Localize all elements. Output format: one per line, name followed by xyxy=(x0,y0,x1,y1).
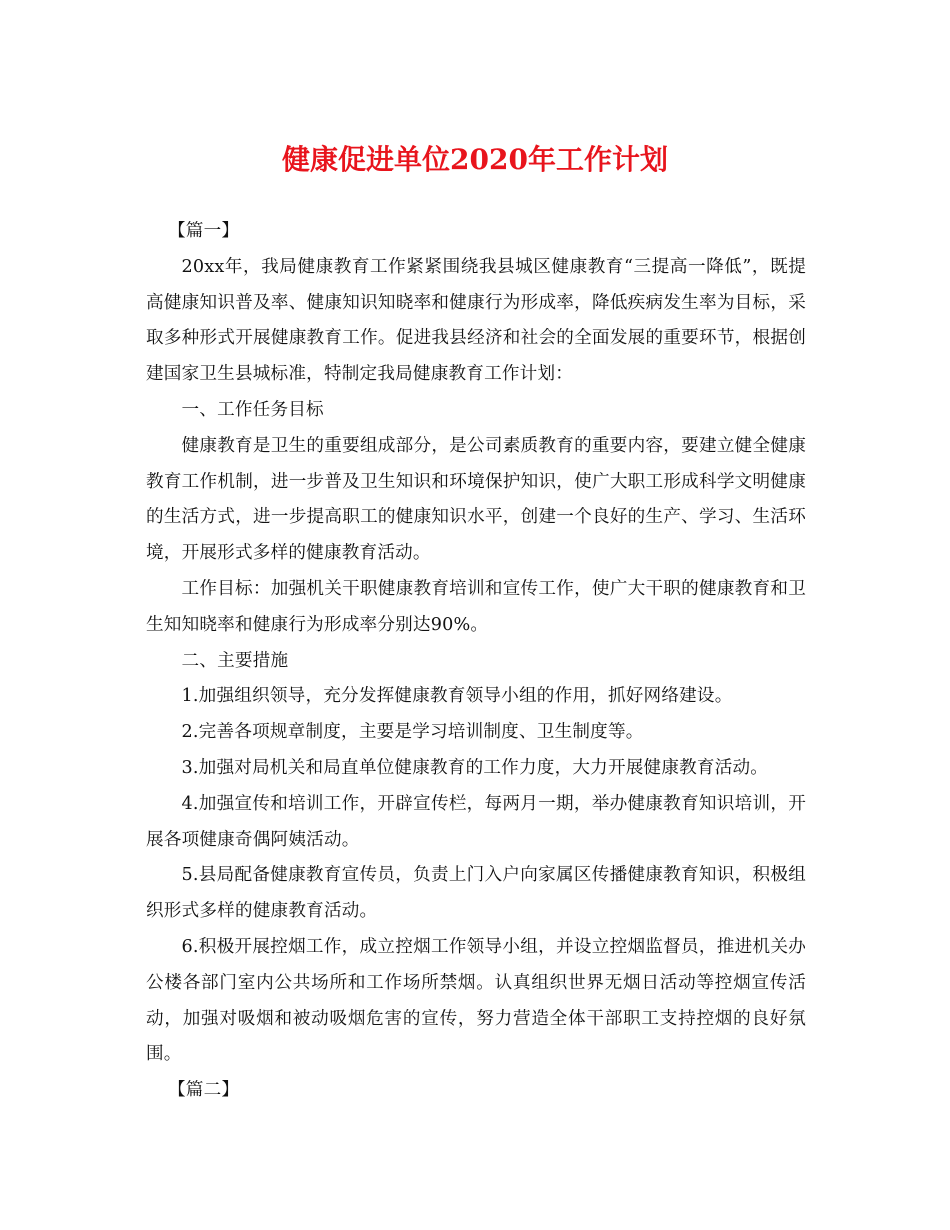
section-heading-part-two: 【篇二】 xyxy=(168,1080,240,1101)
measure-item-1: 1.加强组织领导，充分发挥健康教育领导小组的作用，抓好网络建设。 xyxy=(181,686,733,707)
measure-item-5: 5.县局配备健康教育宣传员，负责上门入户向家属区传播健康教育知识，积极组织形式多样的健康教育活动。 xyxy=(146,865,806,922)
heading-main-measures: 二、主要措施 xyxy=(181,650,289,671)
measure-item-3: 3.加强对局机关和局直单位健康教育的工作力度，大力开展健康教育活动。 xyxy=(181,757,769,778)
document-body xyxy=(146,214,806,1109)
measure-item-2: 2.完善各项规章制度，主要是学习培训制度、卫生制度等。 xyxy=(181,722,644,743)
measure-item-4: 4.加强宣传和培训工作，开辟宣传栏，每两月一期，举办健康教育知识培训，开展各项健康奇偶阿姨活动。 xyxy=(146,793,806,850)
goals-paragraph: 健康教育是卫生的重要组成部分，是公司素质教育的重要内容，要建立健全健康教育工作机制，进一步普及卫生知识和环境保护知识，使广大职工形成科学文明健康的生活方式，进一步提高职工的健康知识水平，创建一个良好的生产、学习、生活环境，开展形式多样的健康教育活动。 xyxy=(146,435,806,564)
heading-work-goals: 一、工作任务目标 xyxy=(181,399,324,420)
section-heading-part-one: 【篇一】 xyxy=(168,221,240,241)
measure-item-6: 6.积极开展控烟工作，成立控烟工作领导小组，并设立控烟监督员，推进机关办公楼各部门室内公共场所和工作场所禁烟。认真组织世界无烟日活动等控烟宣传活动，加强对吸烟和被动吸烟危害的宣传，努力营造全体干部职工支持控烟的良好氛围。 xyxy=(146,936,806,1065)
document-title: 健康促进单位2020年工作计划 xyxy=(282,143,668,176)
target-paragraph: 工作目标：加强机关干职健康教育培训和宣传工作，使广大干职的健康教育和卫生知知晓率和健康行为形成率分别达90%。 xyxy=(146,578,806,635)
intro-paragraph: 20xx年，我局健康教育工作紧紧围绕我县城区健康教育“三提高一降低”，既提高健康知识普及率、健康知识知晓率和健康行为形成率，降低疾病发生率为目标，采取多种形式开展健康教育工作。促进我县经济和社会的全面发展的重要环节，根据创建国家卫生县城标准，特制定我局健康教育工作计划： xyxy=(146,256,806,385)
